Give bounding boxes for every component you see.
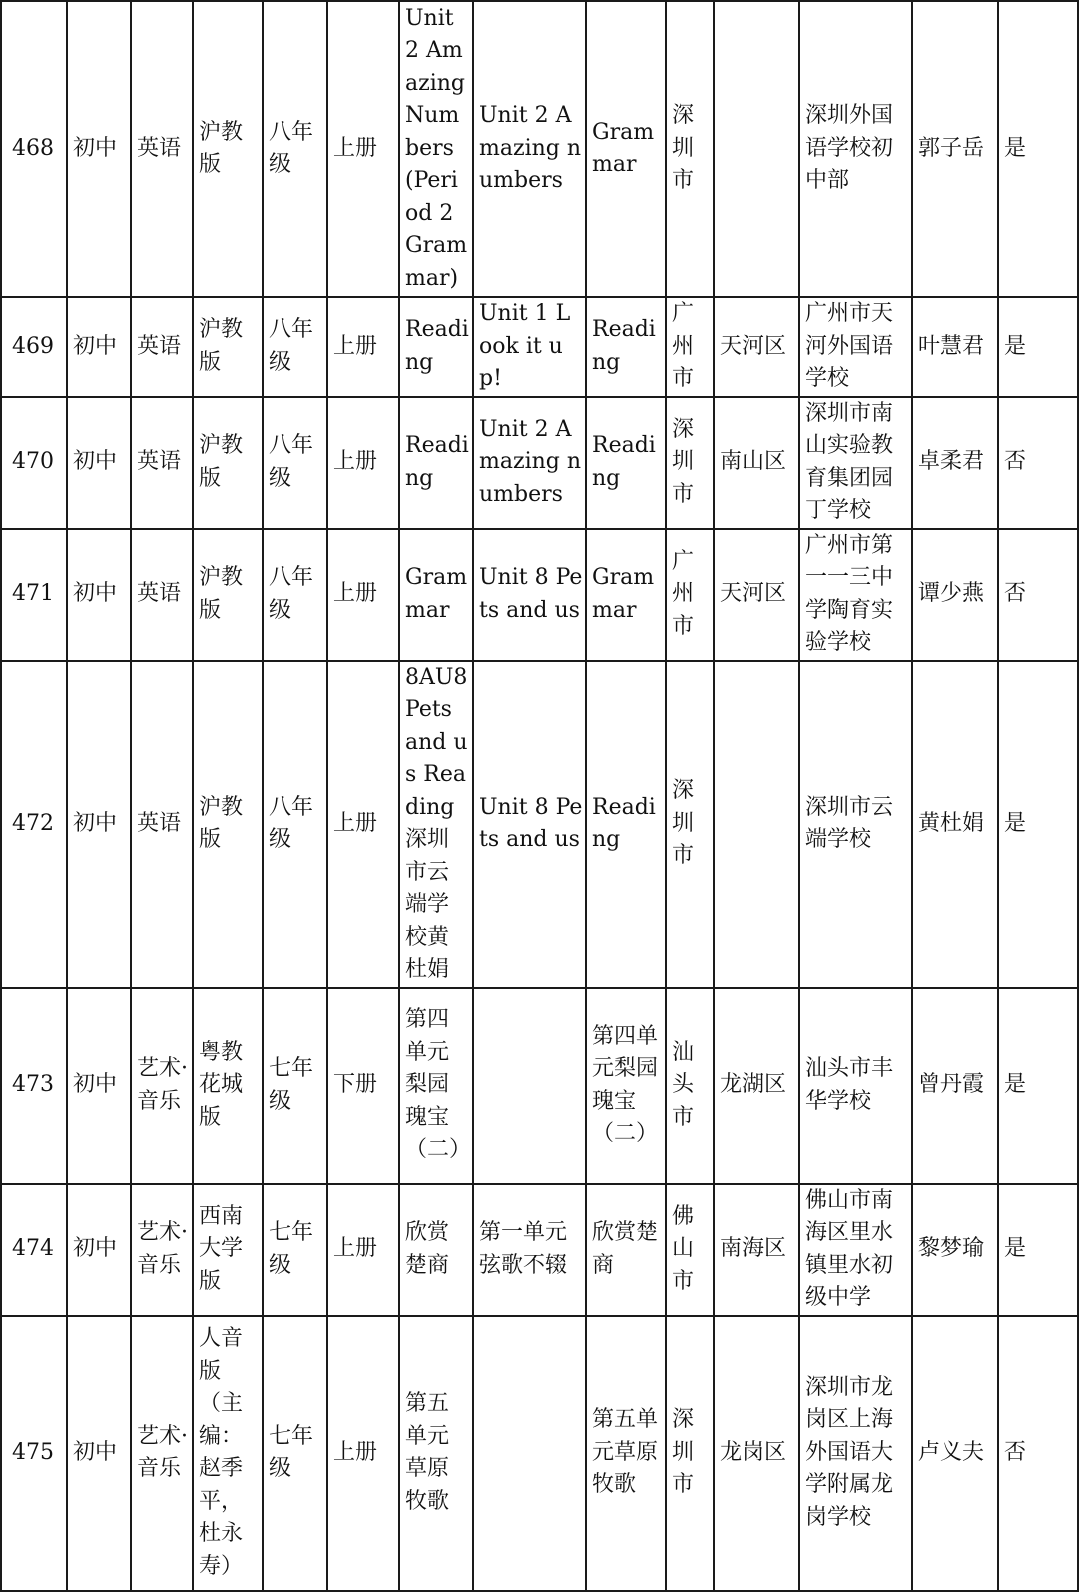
cell-lesson-title: 8AU8 Pets and us Reading深圳市云端学校黄杜娟	[399, 661, 473, 988]
cell-teacher: 郭子岳	[912, 1, 998, 297]
cell-subject: 英语	[131, 397, 193, 529]
cell-subject: 艺术·音乐	[131, 988, 193, 1184]
cell-subject: 英语	[131, 297, 193, 397]
cell-district: 南山区	[714, 397, 799, 529]
table-row	[1, 1184, 1078, 1316]
cell-edition: 西南大学版	[193, 1184, 263, 1316]
cell-volume: 上册	[327, 1184, 399, 1316]
cell-volume: 上册	[327, 397, 399, 529]
cell-district: 龙岗区	[714, 1316, 799, 1591]
cell-edition: 沪教版	[193, 1, 263, 297]
cell-city: 广州市	[666, 529, 714, 661]
cell-number: 468	[1, 1, 67, 297]
cell-school: 深圳市南山实验教育集团园丁学校	[799, 397, 912, 529]
cell-stage: 初中	[67, 1316, 131, 1591]
cell-grade: 七年级	[263, 1184, 327, 1316]
cell-lesson-title: 欣赏楚商	[399, 1184, 473, 1316]
cell-stage: 初中	[67, 1184, 131, 1316]
cell-lesson-title: Reading	[399, 297, 473, 397]
cell-flag: 是	[998, 988, 1078, 1184]
cell-unit: Unit 8 Pets and us	[473, 529, 586, 661]
cell-lesson-title: Reading	[399, 397, 473, 529]
cell-lesson-type: Grammar	[586, 529, 666, 661]
cell-stage: 初中	[67, 529, 131, 661]
cell-district: 天河区	[714, 529, 799, 661]
cell-school: 深圳市龙岗区上海外国语大学附属龙岗学校	[799, 1316, 912, 1591]
cell-district	[714, 661, 799, 988]
cell-subject: 英语	[131, 1, 193, 297]
cell-grade: 八年级	[263, 661, 327, 988]
cell-school: 广州市第一一三中学陶育实验学校	[799, 529, 912, 661]
cell-lesson-title: Unit 2 Amazing Numbers (Period 2 Grammar)	[399, 1, 473, 297]
cell-number: 471	[1, 529, 67, 661]
cell-number: 470	[1, 397, 67, 529]
cell-school: 广州市天河外国语学校	[799, 297, 912, 397]
cell-grade: 八年级	[263, 1, 327, 297]
cell-subject: 英语	[131, 661, 193, 988]
cell-district: 龙湖区	[714, 988, 799, 1184]
cell-volume: 上册	[327, 297, 399, 397]
cell-school: 深圳外国语学校初中部	[799, 1, 912, 297]
cell-teacher: 黄杜娟	[912, 661, 998, 988]
cell-number: 469	[1, 297, 67, 397]
cell-school: 佛山市南海区里水镇里水初级中学	[799, 1184, 912, 1316]
cell-lesson-type: Reading	[586, 397, 666, 529]
cell-grade: 七年级	[263, 1316, 327, 1591]
table-row	[1, 988, 1078, 1184]
cell-edition: 粤教花城版	[193, 988, 263, 1184]
table-row	[1, 1316, 1078, 1591]
cell-edition: 沪教版	[193, 297, 263, 397]
cell-flag: 是	[998, 661, 1078, 988]
table-row	[1, 297, 1078, 397]
cell-unit: Unit 2 Amazing numbers	[473, 1, 586, 297]
cell-grade: 八年级	[263, 397, 327, 529]
table-row	[1, 661, 1078, 988]
cell-unit	[473, 1316, 586, 1591]
table-row	[1, 397, 1078, 529]
cell-city: 广州市	[666, 297, 714, 397]
cell-lesson-type: 第五单元草原牧歌	[586, 1316, 666, 1591]
cell-stage: 初中	[67, 297, 131, 397]
cell-unit: Unit 1 Look it up!	[473, 297, 586, 397]
cell-teacher: 叶慧君	[912, 297, 998, 397]
cell-lesson-type: Reading	[586, 297, 666, 397]
cell-number: 473	[1, 988, 67, 1184]
cell-grade: 八年级	[263, 529, 327, 661]
cell-stage: 初中	[67, 1, 131, 297]
cell-flag: 是	[998, 1184, 1078, 1316]
cell-teacher: 黎梦瑜	[912, 1184, 998, 1316]
cell-volume: 上册	[327, 1316, 399, 1591]
cell-district: 南海区	[714, 1184, 799, 1316]
cell-district	[714, 1, 799, 297]
cell-lesson-type: 欣赏楚商	[586, 1184, 666, 1316]
cell-edition: 沪教版	[193, 529, 263, 661]
cell-edition: 人音版（主编：赵季平，杜永寿）	[193, 1316, 263, 1591]
cell-teacher: 卢义夫	[912, 1316, 998, 1591]
cell-subject: 艺术·音乐	[131, 1316, 193, 1591]
cell-stage: 初中	[67, 661, 131, 988]
cell-number: 474	[1, 1184, 67, 1316]
cell-stage: 初中	[67, 397, 131, 529]
cell-teacher: 卓柔君	[912, 397, 998, 529]
cell-flag: 否	[998, 397, 1078, 529]
cell-volume: 下册	[327, 988, 399, 1184]
cell-lesson-title: 第四单元梨园瑰宝（二）	[399, 988, 473, 1184]
cell-teacher: 谭少燕	[912, 529, 998, 661]
cell-lesson-type: Grammar	[586, 1, 666, 297]
cell-city: 汕头市	[666, 988, 714, 1184]
cell-volume: 上册	[327, 529, 399, 661]
cell-school: 汕头市丰华学校	[799, 988, 912, 1184]
cell-edition: 沪教版	[193, 661, 263, 988]
cell-city: 深圳市	[666, 1316, 714, 1591]
cell-lesson-title: 第五单元草原牧歌	[399, 1316, 473, 1591]
cell-unit: Unit 2 Amazing numbers	[473, 397, 586, 529]
cell-lesson-title: Grammar	[399, 529, 473, 661]
cell-stage: 初中	[67, 988, 131, 1184]
cell-subject: 艺术·音乐	[131, 1184, 193, 1316]
cell-number: 472	[1, 661, 67, 988]
cell-flag: 是	[998, 297, 1078, 397]
table-row	[1, 1, 1078, 297]
cell-unit: 第一单元弦歌不辍	[473, 1184, 586, 1316]
cell-district: 天河区	[714, 297, 799, 397]
cell-city: 深圳市	[666, 397, 714, 529]
cell-volume: 上册	[327, 661, 399, 988]
cell-flag: 否	[998, 529, 1078, 661]
cell-volume: 上册	[327, 1, 399, 297]
cell-lesson-type: 第四单元梨园瑰宝（二）	[586, 988, 666, 1184]
cell-subject: 英语	[131, 529, 193, 661]
cell-city: 深圳市	[666, 661, 714, 988]
cell-teacher: 曾丹霞	[912, 988, 998, 1184]
cell-grade: 七年级	[263, 988, 327, 1184]
table-row	[1, 529, 1078, 661]
cell-unit	[473, 988, 586, 1184]
cell-flag: 是	[998, 1, 1078, 297]
cell-city: 深圳市	[666, 1, 714, 297]
cell-school: 深圳市云端学校	[799, 661, 912, 988]
cell-number: 475	[1, 1316, 67, 1591]
cell-city: 佛山市	[666, 1184, 714, 1316]
cell-grade: 八年级	[263, 297, 327, 397]
cell-unit: Unit 8 Pets and us	[473, 661, 586, 988]
cell-lesson-type: Reading	[586, 661, 666, 988]
cell-flag: 否	[998, 1316, 1078, 1591]
cell-edition: 沪教版	[193, 397, 263, 529]
